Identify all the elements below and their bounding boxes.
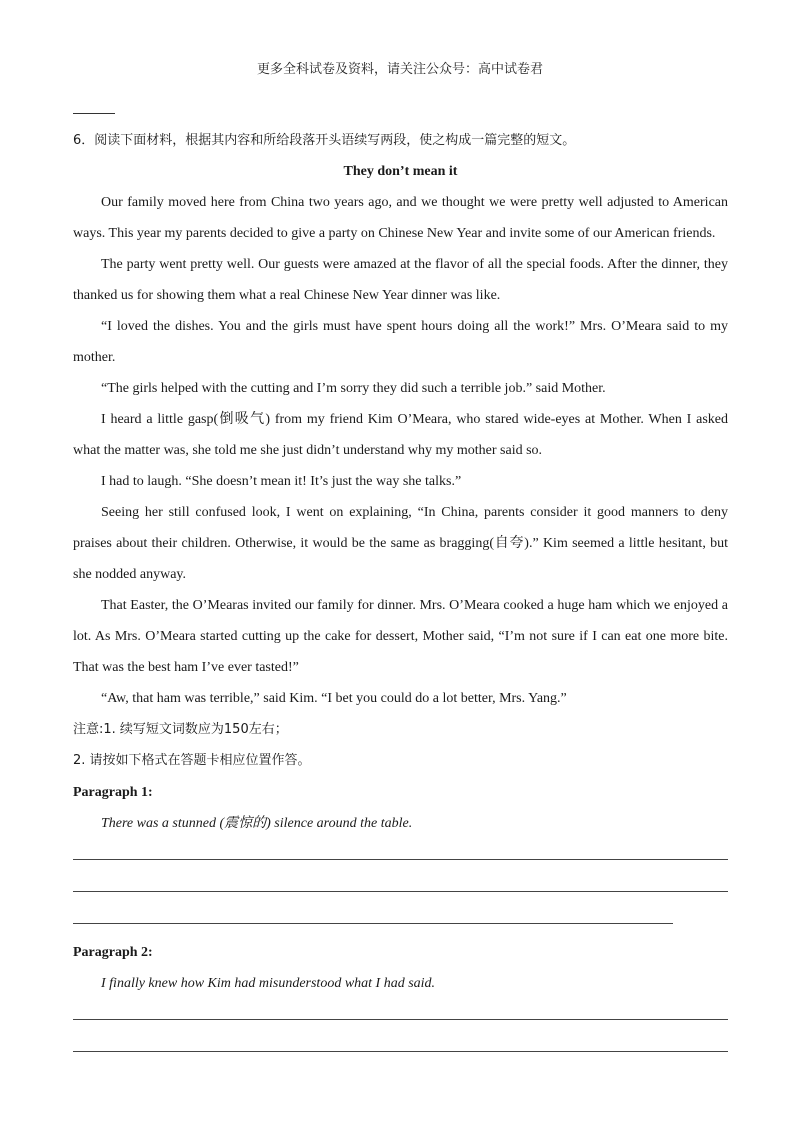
- passage-paragraph: Seeing her still confused look, I went on explaining, “In China, parents consider it good manners to deny praises about their children. Otherwise, it would be the same as bragging(自夸).” Kim seemed a little hesitant, but she nodded anyway.: [73, 505, 728, 582]
- passage-paragraph: Our family moved here from China two years ago, and we thought we were pretty well adjusted to American ways. This year my parents decided to give a party on Chinese New Year and invite some of our American friends.: [73, 195, 728, 241]
- passage-paragraph: “The girls helped with the cutting and I’m sorry they did such a terrible job.” said Mother.: [101, 381, 606, 396]
- passage-paragraph: I heard a little gasp(倒吸气) from my friend Kim O’Meara, who stared wide-eyes at Mother. When I asked what the matter was, she told me she just didn’t understand why my mother said so.: [73, 412, 728, 458]
- passage-paragraph: The party went pretty well. Our guests were amazed at the flavor of all the special foods. After the dinner, they thanked us for showing them what a real Chinese New Year dinner was like.: [73, 257, 728, 303]
- paragraph2-label: Paragraph 2:: [73, 945, 153, 960]
- passage-paragraph: “I loved the dishes. You and the girls must have spent hours doing all the work!” Mrs. O’Meara said to my mother.: [73, 319, 728, 365]
- short-divider: [73, 113, 115, 114]
- passage-paragraph: “Aw, that ham was terrible,” said Kim. “I bet you could do a lot better, Mrs. Yang.”: [101, 691, 567, 706]
- passage-paragraph: I had to laugh. “She doesn’t mean it! It’s just the way she talks.”: [101, 474, 462, 489]
- paragraph1-starter: There was a stunned (震惊的) silence around the table.: [101, 816, 413, 831]
- question-content: [73, 125, 728, 1052]
- answer-line: [73, 1019, 728, 1020]
- note-word-count: 注意:1. 续写短文词数应为150左右；: [73, 722, 288, 737]
- paragraph1-label: Paragraph 1:: [73, 785, 153, 800]
- page-header: 更多全科试卷及资料，请关注公众号：高中试卷君: [256, 62, 543, 77]
- answer-line: [73, 859, 728, 860]
- answer-line: [73, 891, 728, 892]
- paragraph2-starter: I finally knew how Kim had misunderstood what I had said.: [101, 976, 436, 991]
- note-format: 2. 请按如下格式在答题卡相应位置作答。: [73, 753, 311, 768]
- passage-paragraph: That Easter, the O’Mearas invited our family for dinner. Mrs. O’Meara cooked a huge ham which we enjoyed a lot. As Mrs. O’Meara started cutting up the cake for dessert, Mother said, “I’m not sure if I can eat one more bite. That was the best ham I’ve ever tasted!”: [73, 598, 728, 675]
- answer-line: [73, 1051, 728, 1052]
- passage-title: They don’t mean it: [343, 164, 458, 179]
- question-instruction: 6．阅读下面材料，根据其内容和所给段落开头语续写两段，使之构成一篇完整的短文。: [73, 133, 576, 148]
